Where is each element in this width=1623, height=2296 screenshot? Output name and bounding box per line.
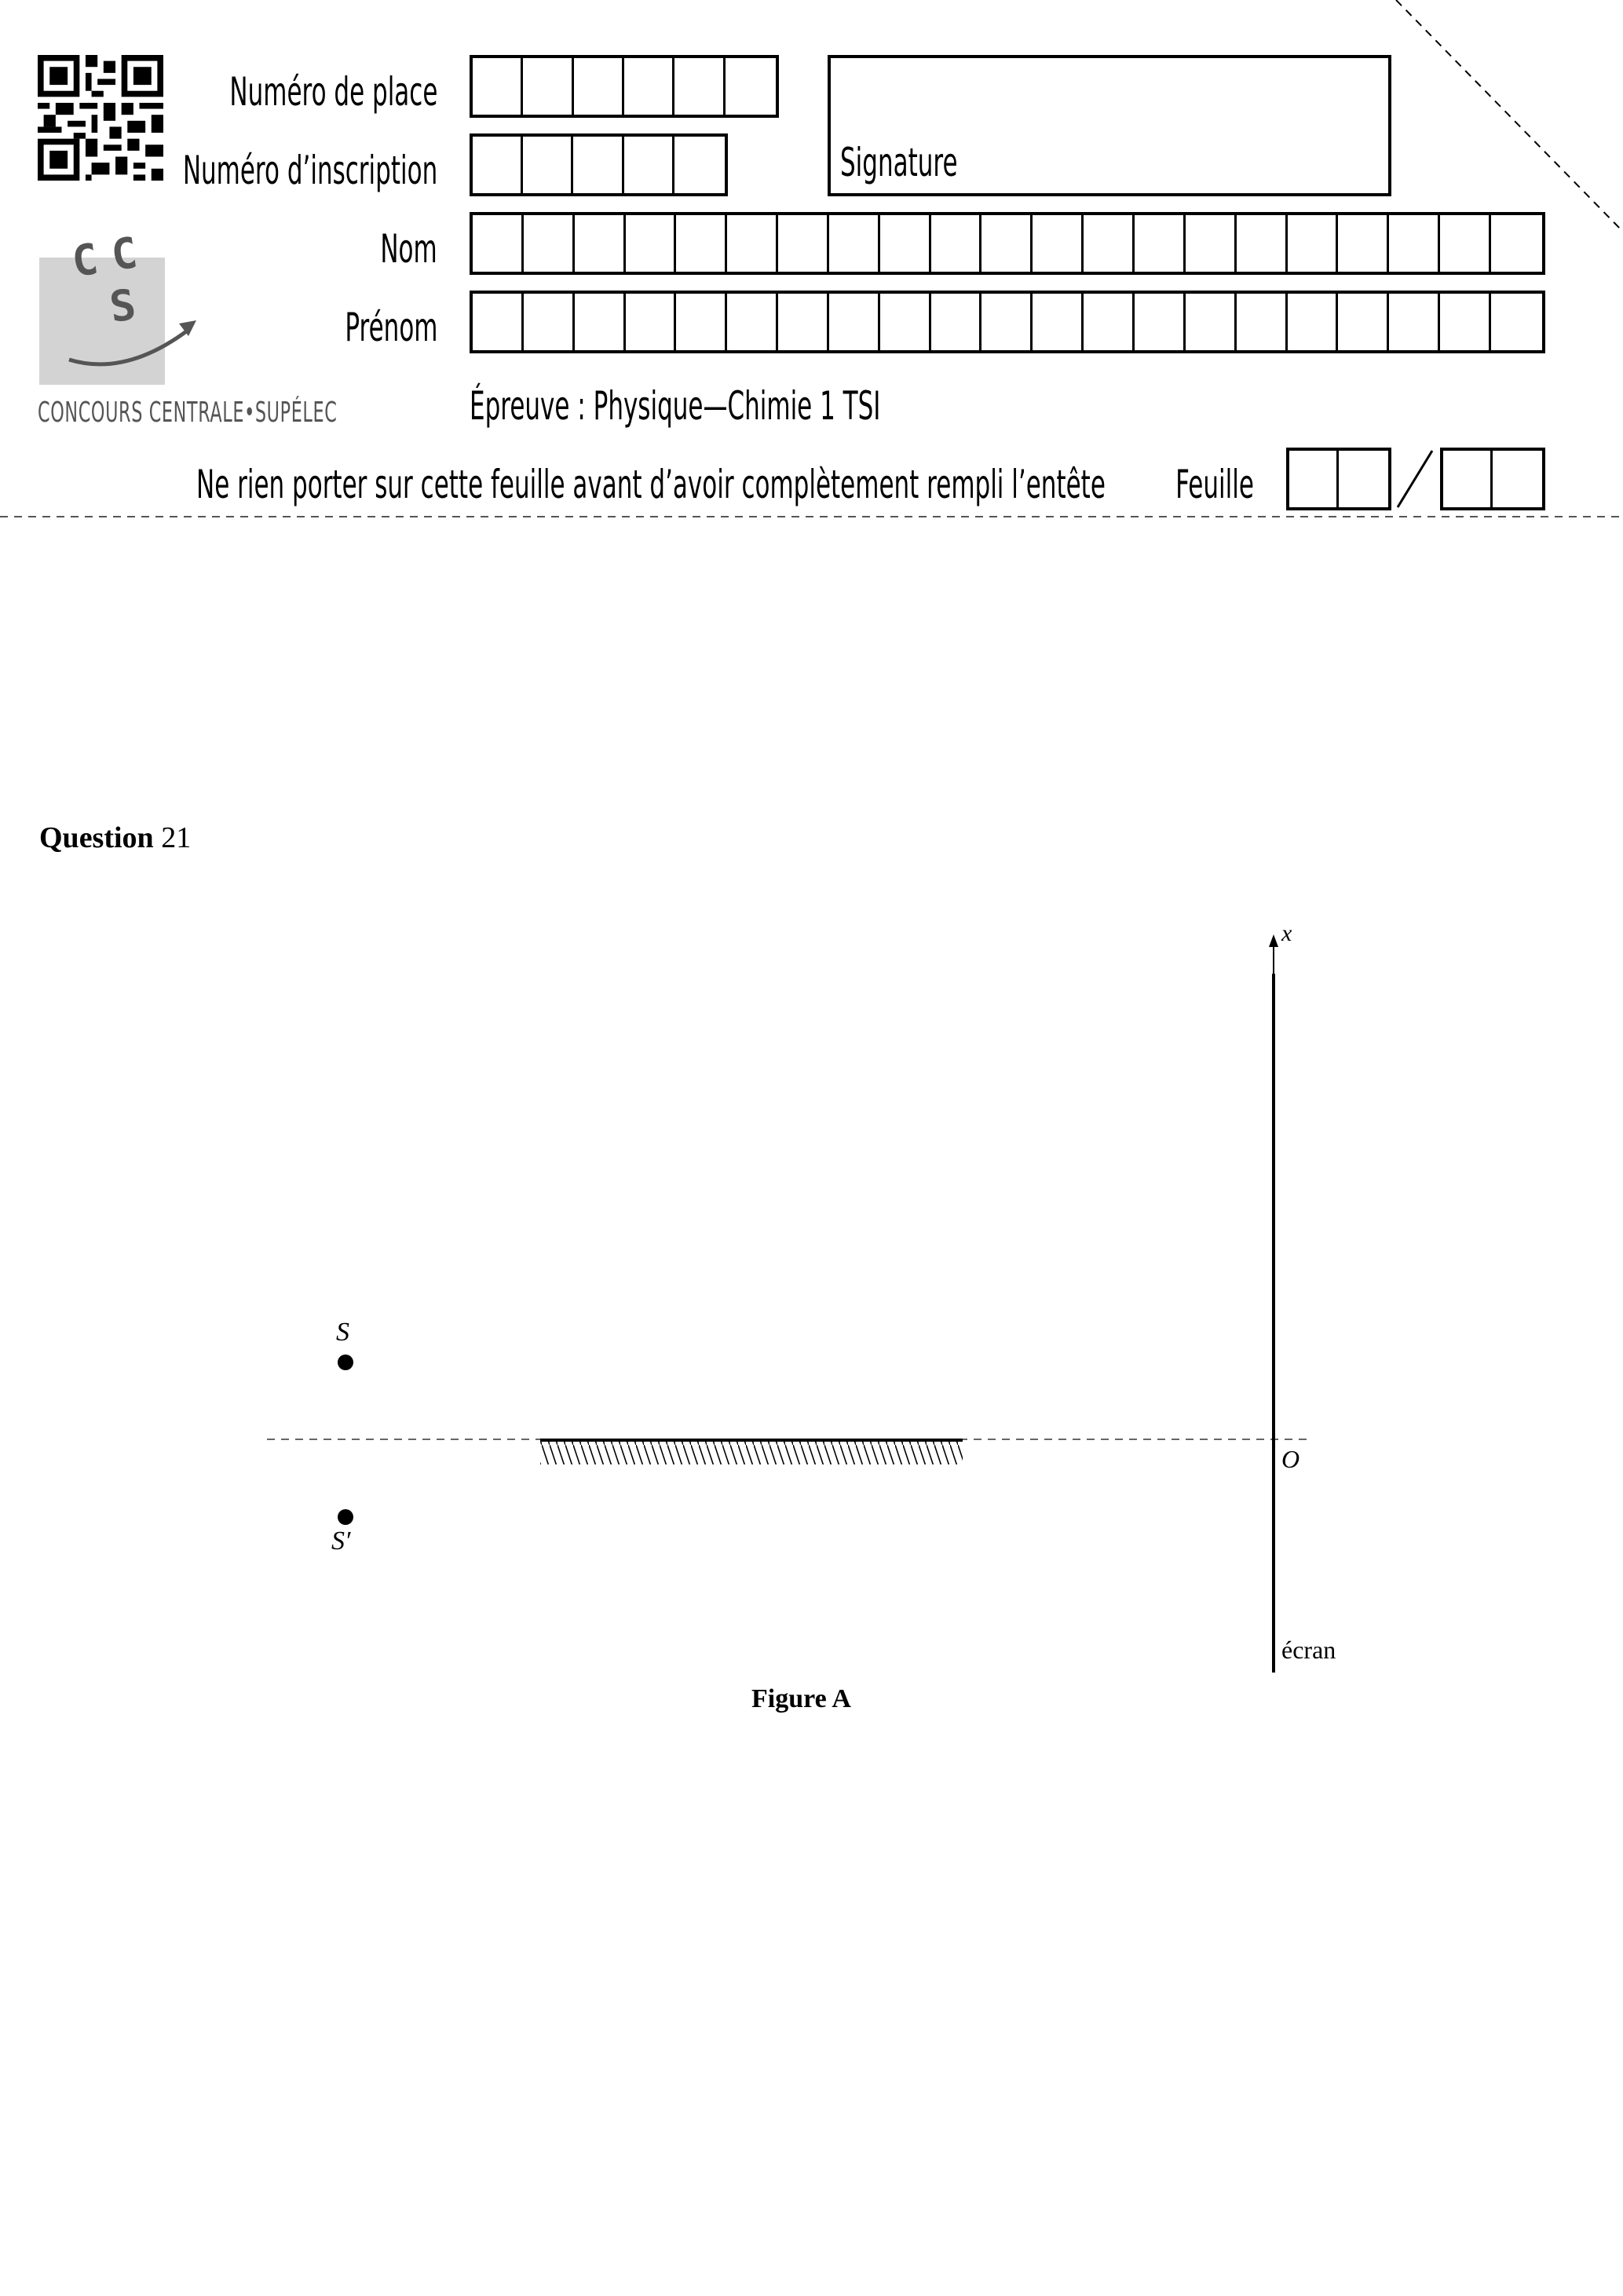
nom-box[interactable] xyxy=(880,215,931,272)
prenom-box[interactable] xyxy=(1084,294,1135,350)
nom-box[interactable] xyxy=(1135,215,1186,272)
prenom-box[interactable] xyxy=(931,294,982,350)
prenom-box[interactable] xyxy=(473,294,524,350)
prenom-box[interactable] xyxy=(524,294,575,350)
prenom-box[interactable] xyxy=(1135,294,1186,350)
prenom-box[interactable] xyxy=(1440,294,1491,350)
nom-box[interactable] xyxy=(676,215,727,272)
nom-box[interactable] xyxy=(524,215,575,272)
source-s-dot xyxy=(338,1355,353,1370)
question-number: 21 xyxy=(161,821,192,854)
nom-box[interactable] xyxy=(829,215,880,272)
nom-field[interactable] xyxy=(470,212,1545,275)
nom-box[interactable] xyxy=(1389,215,1440,272)
nom-box[interactable] xyxy=(1237,215,1288,272)
nom-box[interactable] xyxy=(931,215,982,272)
logo-letter-c1: C xyxy=(68,234,101,287)
logo-letter-s: S xyxy=(106,280,139,332)
label-feuille: Feuille xyxy=(1175,462,1254,507)
instruction-text: Ne rien porter sur cette feuille avant d’avoir complètement rempli l’entête xyxy=(196,462,1106,507)
prenom-box[interactable] xyxy=(880,294,931,350)
mirror-hatching xyxy=(540,1441,963,1464)
prenom-box[interactable] xyxy=(1237,294,1288,350)
prenom-box[interactable] xyxy=(727,294,778,350)
logo-letter-c2: C xyxy=(108,228,141,280)
label-o: O xyxy=(1281,1445,1300,1473)
label-prenom: Prénom xyxy=(344,305,437,350)
nom-box[interactable] xyxy=(473,215,524,272)
nom-box[interactable] xyxy=(626,215,677,272)
label-ecran: écran xyxy=(1281,1636,1336,1664)
prenom-box[interactable] xyxy=(1288,294,1339,350)
nom-box[interactable] xyxy=(778,215,829,272)
prenom-box[interactable] xyxy=(1491,294,1542,350)
nom-box[interactable] xyxy=(1186,215,1237,272)
corner-fold-line xyxy=(1382,0,1623,243)
prenom-box[interactable] xyxy=(626,294,677,350)
nom-box[interactable] xyxy=(727,215,778,272)
question-heading xyxy=(39,821,191,855)
figure-caption: Figure A xyxy=(751,1684,851,1713)
nom-box[interactable] xyxy=(1084,215,1135,272)
label-sprime: S′ xyxy=(331,1526,351,1556)
nom-box[interactable] xyxy=(575,215,626,272)
source-sprime-dot xyxy=(338,1509,353,1525)
label-s: S xyxy=(336,1318,349,1347)
question-label: Question xyxy=(39,821,154,854)
feuille-total-field[interactable] xyxy=(1440,448,1545,510)
header-cut-line xyxy=(0,514,1623,519)
numero-place-field[interactable] xyxy=(470,55,779,118)
prenom-box[interactable] xyxy=(829,294,880,350)
nom-box[interactable] xyxy=(1491,215,1542,272)
nom-box[interactable] xyxy=(1288,215,1339,272)
label-numero-inscription: Numéro d’inscription xyxy=(182,148,437,193)
label-nom: Nom xyxy=(380,226,437,272)
prenom-box[interactable] xyxy=(778,294,829,350)
prenom-box[interactable] xyxy=(1338,294,1389,350)
prenom-box[interactable] xyxy=(575,294,626,350)
epreuve-title: Épreuve : Physique—Chimie 1 TSI xyxy=(470,383,881,429)
label-signature: Signature xyxy=(840,140,958,185)
prenom-box[interactable] xyxy=(1389,294,1440,350)
nom-box[interactable] xyxy=(1338,215,1389,272)
prenom-field[interactable] xyxy=(470,291,1545,353)
prenom-box[interactable] xyxy=(676,294,727,350)
prenom-box[interactable] xyxy=(981,294,1033,350)
nom-box[interactable] xyxy=(1440,215,1491,272)
nom-box[interactable] xyxy=(1033,215,1084,272)
label-x: x xyxy=(1281,920,1292,946)
x-axis-arrow xyxy=(1269,934,1278,947)
logo-text: CONCOURS CENTRALE•SUPÉLEC xyxy=(38,397,338,429)
prenom-box[interactable] xyxy=(1033,294,1084,350)
feuille-slash xyxy=(1391,448,1440,510)
label-numero-place: Numéro de place xyxy=(228,69,437,115)
nom-box[interactable] xyxy=(981,215,1033,272)
numero-inscription-field[interactable] xyxy=(470,133,728,196)
figure-a xyxy=(0,903,1623,1688)
prenom-box[interactable] xyxy=(1186,294,1237,350)
feuille-number-field[interactable] xyxy=(1286,448,1391,510)
